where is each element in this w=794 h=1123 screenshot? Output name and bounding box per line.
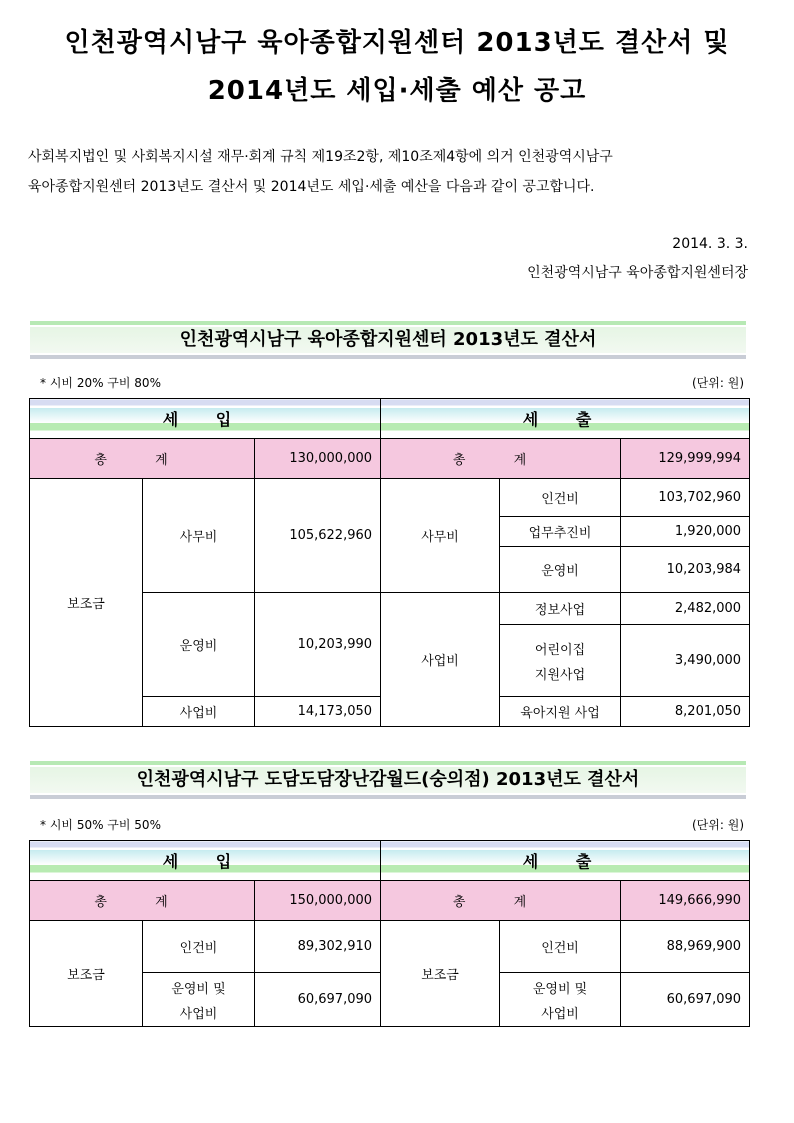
expense-total-label: 총 계 xyxy=(381,439,621,479)
revenue-group-label: 보조금 xyxy=(30,921,143,1027)
revenue-row-value: 14,173,050 xyxy=(255,697,381,727)
expense-group-label: 사무비 xyxy=(381,479,500,593)
expense-row-label: 정보사업 xyxy=(500,593,621,625)
expense-row-label-line1: 운영비 및 xyxy=(532,981,588,997)
section1-unit-note: (단위: 원) xyxy=(692,376,744,390)
revenue-row-label-line2: 사업비 xyxy=(179,1006,218,1022)
revenue-row-value: 60,697,090 xyxy=(255,973,381,1027)
expense-header: 세 출 xyxy=(381,841,750,881)
expense-row-value: 10,203,984 xyxy=(621,547,750,593)
revenue-header: 세 입 xyxy=(30,399,381,439)
revenue-row-label: 사무비 xyxy=(143,479,255,593)
revenue-row-label: 운영비 xyxy=(143,593,255,697)
expense-total-label: 총 계 xyxy=(381,881,621,921)
section2-unit-note: (단위: 원) xyxy=(692,818,744,832)
section1-funding-note: * 시비 20% 구비 80% xyxy=(40,376,161,390)
section1-banner: 인천광역시남구 육아종합지원센터 2013년도 결산서 xyxy=(30,318,746,362)
announcement-date: 2014. 3. 3. xyxy=(672,236,748,252)
revenue-row-label xyxy=(143,973,255,1027)
expense-row-label: 운영비 xyxy=(500,547,621,593)
revenue-row-label: 사업비 xyxy=(143,697,255,727)
revenue-row-label-line1: 운영비 및 xyxy=(171,981,226,997)
expense-row-label xyxy=(500,625,621,697)
expense-row-label-line2: 지원사업 xyxy=(534,667,586,683)
expense-row-label: 인건비 xyxy=(500,479,621,517)
expense-row-label: 업무추진비 xyxy=(500,517,621,547)
revenue-row-value: 105,622,960 xyxy=(255,479,381,593)
expense-row-label: 육아지원 사업 xyxy=(500,697,621,727)
section1-budget-table xyxy=(29,398,750,727)
intro-line1: 사회복지법인 및 사회복지시설 재무·회계 규칙 제19조2항, 제10조제4항에 의거 인천광역시남구 xyxy=(28,149,613,165)
expense-row-value: 2,482,000 xyxy=(621,593,750,625)
expense-total-value: 149,666,990 xyxy=(621,881,750,921)
expense-header: 세 출 xyxy=(381,399,750,439)
expense-row-value: 88,969,900 xyxy=(621,921,750,973)
section2-budget-table xyxy=(29,840,750,1027)
signature: 인천광역시남구 육아종합지원센터장 xyxy=(527,265,748,281)
page-title-line2: 2014년도 세입·세출 예산 공고 xyxy=(207,76,587,106)
revenue-row-value: 10,203,990 xyxy=(255,593,381,697)
revenue-total-label: 총 계 xyxy=(30,881,255,921)
revenue-header: 세 입 xyxy=(30,841,381,881)
expense-row-label xyxy=(500,973,621,1027)
section2-funding-note: * 시비 50% 구비 50% xyxy=(40,818,161,832)
intro-line2: 육아종합지원센터 2013년도 결산서 및 2014년도 세입·세출 예산을 다음과 같이 공고합니다. xyxy=(28,179,595,195)
revenue-row-label: 인건비 xyxy=(143,921,255,973)
expense-row-value: 1,920,000 xyxy=(621,517,750,547)
revenue-row-value: 89,302,910 xyxy=(255,921,381,973)
expense-group-label: 보조금 xyxy=(381,921,500,1027)
revenue-total-value: 150,000,000 xyxy=(255,881,381,921)
revenue-total-value: 130,000,000 xyxy=(255,439,381,479)
revenue-total-label: 총 계 xyxy=(30,439,255,479)
page-title-line1: 인천광역시남구 육아종합지원센터 2013년도 결산서 및 xyxy=(64,28,730,58)
expense-row-value: 60,697,090 xyxy=(621,973,750,1027)
section2-banner: 인천광역시남구 도담도담장난감월드(숭의점) 2013년도 결산서 xyxy=(30,758,746,802)
revenue-group-label: 보조금 xyxy=(30,479,143,727)
expense-row-value: 103,702,960 xyxy=(621,479,750,517)
expense-row-label: 인건비 xyxy=(500,921,621,973)
expense-group-label: 사업비 xyxy=(381,593,500,727)
expense-row-label-line2: 사업비 xyxy=(541,1006,579,1022)
expense-row-value: 3,490,000 xyxy=(621,625,750,697)
expense-row-label-line1: 어린이집 xyxy=(534,642,586,658)
expense-total-value: 129,999,994 xyxy=(621,439,750,479)
expense-row-value: 8,201,050 xyxy=(621,697,750,727)
